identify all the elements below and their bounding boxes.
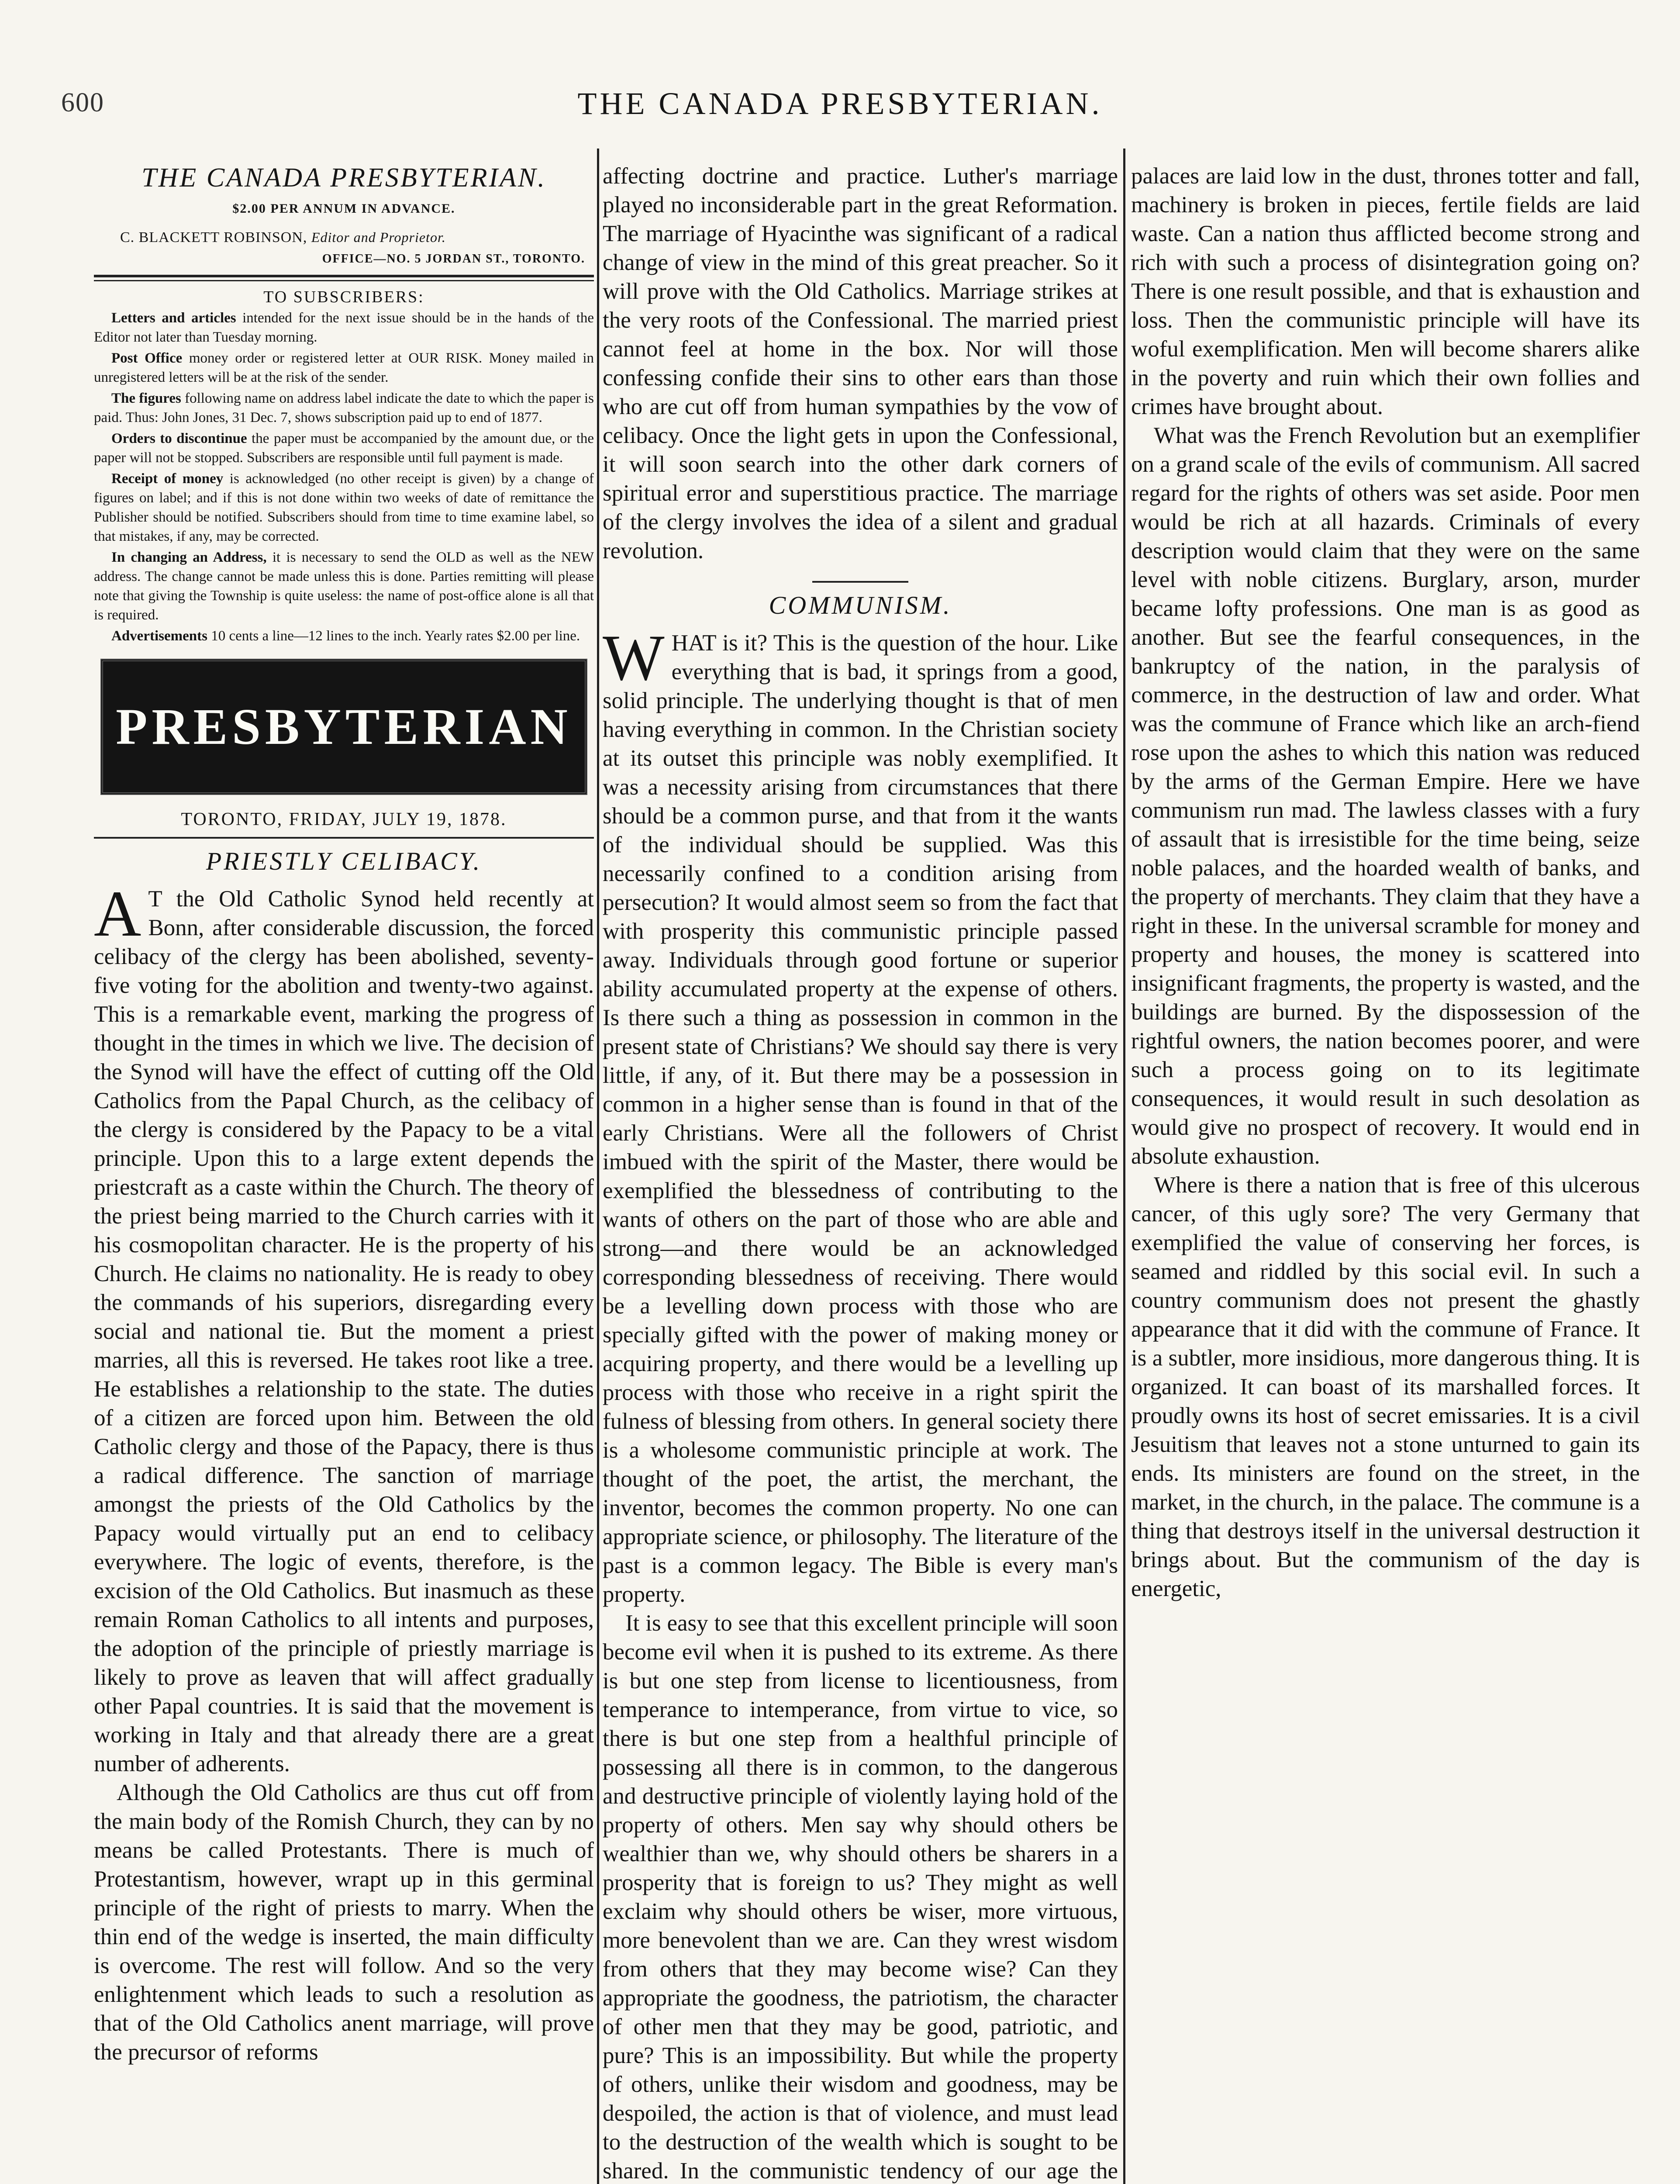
- notice: The figures following name on address label indicate the date to which the paper is paid. Thus: John Jones, 31 Dec. 7, shows subscription paid up to end of 1877.: [94, 390, 594, 425]
- notice: Post Office money order or registered letter at OUR RISK. Money mailed in unregistered letters will be at the risk of the sender.: [94, 350, 594, 385]
- masthead-price: $2.00 PER ANNUM IN ADVANCE.: [232, 201, 455, 216]
- double-rule: [94, 275, 594, 281]
- column-rule: [597, 149, 599, 2184]
- masthead-title: THE CANADA PRESBYTERIAN.: [141, 163, 546, 193]
- running-head: THE CANADA PRESBYTERIAN.: [577, 86, 1103, 121]
- nameplate-banner: [100, 659, 587, 795]
- article-paragraph: WHAT is it? This is the question of the hour. Like everything that is bad, it springs from a good, solid principle. The underlying thought is that of men having everything in common. In the Christian society at its outset this principle was nobly exemplified. It was a necessity arising from circumstances that there should be a common purse, and that from it the wants of the individual should be supplied. Was this necessarily confined to a condition arising from persecution? It would almost seem so from the fact that with prosperity this communistic principle passed away. Individuals through good fortune or superior ability accumulated property at the expense of others. Is there such a thing as possession in common in the present state of Christians? We should say there is very little, if any, of it. But there may be a possession in common in a higher sense than is found in that of the early Christians. Were all the followers of Christ imbued with the spirit of the Master, there would be exemplified the blessedness of contributing to the wants of others on the part of those who are able and strong—and there would be an acknowledged corresponding blessedness of receiving. There would be a levelling down process with those who are specially gifted with the power of making money or acquiring property, and there would be a levelling up process with those who receive in a right spirit the fulness of blessing from others. In general society there is a wholesome communistic principle at work. The thought of the poet, the artist, the merchant, the inventor, becomes the common property. No one can appropriate science, or philosophy. The literature of the past is a common legacy. The Bible is every man's property.: [603, 622, 1118, 1607]
- column-1: [94, 162, 594, 2184]
- notice: Letters and articles intended for the next issue should be in the hands of the Editor not later than Tuesday morning.: [94, 310, 594, 345]
- notice: Orders to discontinue the paper must be accompanied by the amount due, or the paper will not be stopped. Subscribers are responsible until full payment is made.: [94, 431, 594, 466]
- section-divider: [812, 581, 908, 583]
- article-paragraph-continued: palaces are laid low in the dust, thrones totter and fall, machinery is broken in pieces, fertile fields are laid waste. Can a nation thus afflicted become strong and rich with such a process of disintegration going on? There is one result possible, and that is exhaustion and loss. Then the communistic principle will have its woful exemplification. Men will become sharers alike in the poverty and ruin which their own follies and crimes have brought about.: [1131, 163, 1640, 419]
- article-paragraph: What was the French Revolution but an exemplifier on a grand scale of the evils of communism. All sacred regard for the rights of others was set aside. Poor men would be rich at all hazards. Criminals of every description would claim that they were on the same level with noble citizens. Burglary, arson, murder became lofty professions. One man is as good as another. But see the fearful consequences, in the bankruptcy of the nation, in the paralysis of commerce, in the destruction of law and order. What was the commune of France which like an arch-fiend rose upon the ashes to which this nation was reduced by the arms of the German Empire. Here we have communism run mad. The lawless classes with a fury of assault that is irresistible for the time being, seize noble palaces, and the hoarded wealth of banks, and the property of merchants. They claim that they have a right in these. In the universal scramble for money and property and houses, the money is scattered into insignificant fragments, the property is wasted, and the buildings are burned. By the dispossession of the rightful owners, the nation becomes poorer, and were such a process going on to its legitimate consequences, it would result in such desolation as would give no prospect of recovery. It would end in absolute exhaustion.: [1131, 423, 1640, 1169]
- subscribers-heading: TO SUBSCRIBERS:: [263, 288, 424, 306]
- drop-cap: A: [94, 878, 141, 950]
- masthead-editor: [94, 229, 594, 246]
- column-3: [1131, 162, 1640, 2184]
- column-2: [603, 162, 1118, 2184]
- column-rule: [1123, 149, 1125, 2184]
- nameplate-text: PRESBYTERIAN: [116, 698, 572, 755]
- article-title-communism: COMMUNISM.: [769, 591, 952, 619]
- masthead-office: OFFICE—NO. 5 JORDAN ST., TORONTO.: [322, 252, 585, 266]
- page-number: 600: [61, 88, 104, 117]
- article-paragraph: affecting doctrine and practice. Luther's marriage played no inconsiderable part in the great Reformation. The marriage of Hyacinthe was significant of a radical change of view in the mind of this great preacher. So it will prove with the Old Catholics. Marriage strikes at the very roots of the Confessional. The married priest cannot feel at home in the box. Nor will those confessing confide their sins to other ears than those who are cut off from human sympathies by the vow of celibacy. Once the light gets in upon the Confessional, it will soon search into the other dark corners of spiritual error and superstitious practice. The marriage of the clergy involves the idea of a silent and gradual revolution.: [603, 163, 1118, 563]
- editor-role: Editor and Proprietor.: [311, 229, 446, 245]
- notice: Advertisements 10 cents a line—12 lines to the inch. Yearly rates $2.00 per line.: [111, 628, 580, 644]
- article-paragraph: Although the Old Catholics are thus cut off from the main body of the Romish Church, they can by no means be called Protestants. There is much of Protestantism, however, wrapt up in this germinal principle of the right of priests to marry. When the thin end of the wedge is inserted, the main difficulty is overcome. The rest will follow. And so the very enlightenment which leads to such a resolution as that of the Old Catholics anent marriage, will prove the precursor of reforms: [94, 1780, 594, 2065]
- article-paragraph: Where is there a nation that is free of this ulcerous cancer, of this ugly sore? The very Germany that exemplified the value of conserving her forces, is seamed and riddled by this social evil. In such a country communism does not present the ghastly appearance that it did with the commune of France. It is a subtler, more insidious, more dangerous thing. It is organized. It can boast of its marshalled forces. It proudly owns its host of secret emissaries. It is a civil Jesuitism that leaves not a stone unturned to gain its ends. Its ministers are found on the street, in the market, in the church, in the palace. The commune is a thing that destroys itself in the universal destruction it brings about. But the communism of the day is energetic,: [1131, 1172, 1640, 1601]
- article-title-celibacy: PRIESTLY CELIBACY.: [206, 847, 482, 875]
- article-paragraph: It is easy to see that this excellent principle will soon become evil when it is pushed to its extreme. As there is but one step from license to licentiousness, from temperance to intemperance, from virtue to vice, so there is but one step from a healthful principle of possessing all there is in common, to the dangerous and destructive principle of violently laying hold of the property of others. Men say why should others be wealthier than we, why should others be sharers in a prosperity that is foreign to us? They might as well exclaim why should others be wiser, more virtuous, more benevolent than we are. Can they wrest wisdom from others that they may become wise? Can they appropriate the goodness, the patriotism, the character of other men that they may be good, patriotic, and pure? This is an impossibility. But while the property of others, unlike their wisdom and goodness, may be despoiled, the action is that of violence, and must lead to the destruction of the wealth which is sought to be shared. In the communistic tendency of our age the: [603, 1610, 1118, 2184]
- editor-name: C. BLACKETT ROBINSON,: [120, 229, 307, 245]
- drop-cap: W: [603, 622, 665, 694]
- notice: Receipt of money is acknowledged (no other receipt is given) by a change of figures on label; and if this is not done within two weeks of date of remittance the Publisher should be notified. Subscribers should from time to time examine label, so that mistakes, if any, may be corrected.: [94, 471, 594, 544]
- notice: In changing an Address, it is necessary to send the OLD as well as the NEW address. The change cannot be made unless this is done. Parties remitting will please note that giving the Township is quite useless: the name of post-office alone is all that is required.: [94, 549, 594, 623]
- dateline: TORONTO, FRIDAY, JULY 19, 1878.: [94, 800, 594, 839]
- article-paragraph: A T the Old Catholic Synod held recently at Bonn, after considerable discussion, the forced celibacy of the clergy has been abolished, seventy-five voting for the abolition and twenty-two against. This is a remarkable event, marking the progress of thought in the times in which we live. The decision of the Synod will have the effect of cutting off the Old Catholics from the Papal Church, as the celibacy of the clergy is considered by the Papacy to be a vital principle. Upon this to a large extent depends the priestcraft as a caste within the Church. The theory of the priest being married to the Church carries with it his cosmopolitan character. He is the property of his Church. He claims no nationality. He is ready to obey the commands of his superiors, disregarding every social and national tie. But the moment a priest marries, all this is reversed. He takes root like a tree. He establishes a relationship to the state. The duties of a citizen are forced upon him. Between the old Catholic clergy and those of the Papacy, there is thus a radical difference. The sanction of marriage amongst the priests of the Old Catholics by the Papacy would virtually put an end to celibacy everywhere. The logic of events, therefore, is the excision of the Old Catholics. But inasmuch as these remain Roman Catholics to all intents and purposes, the adoption of the principle of priestly marriage is likely to prove as leaven that will affect gradually other Papal countries. It is said that the movement is working in Italy and that already there are a great number of adherents.: [94, 878, 594, 1776]
